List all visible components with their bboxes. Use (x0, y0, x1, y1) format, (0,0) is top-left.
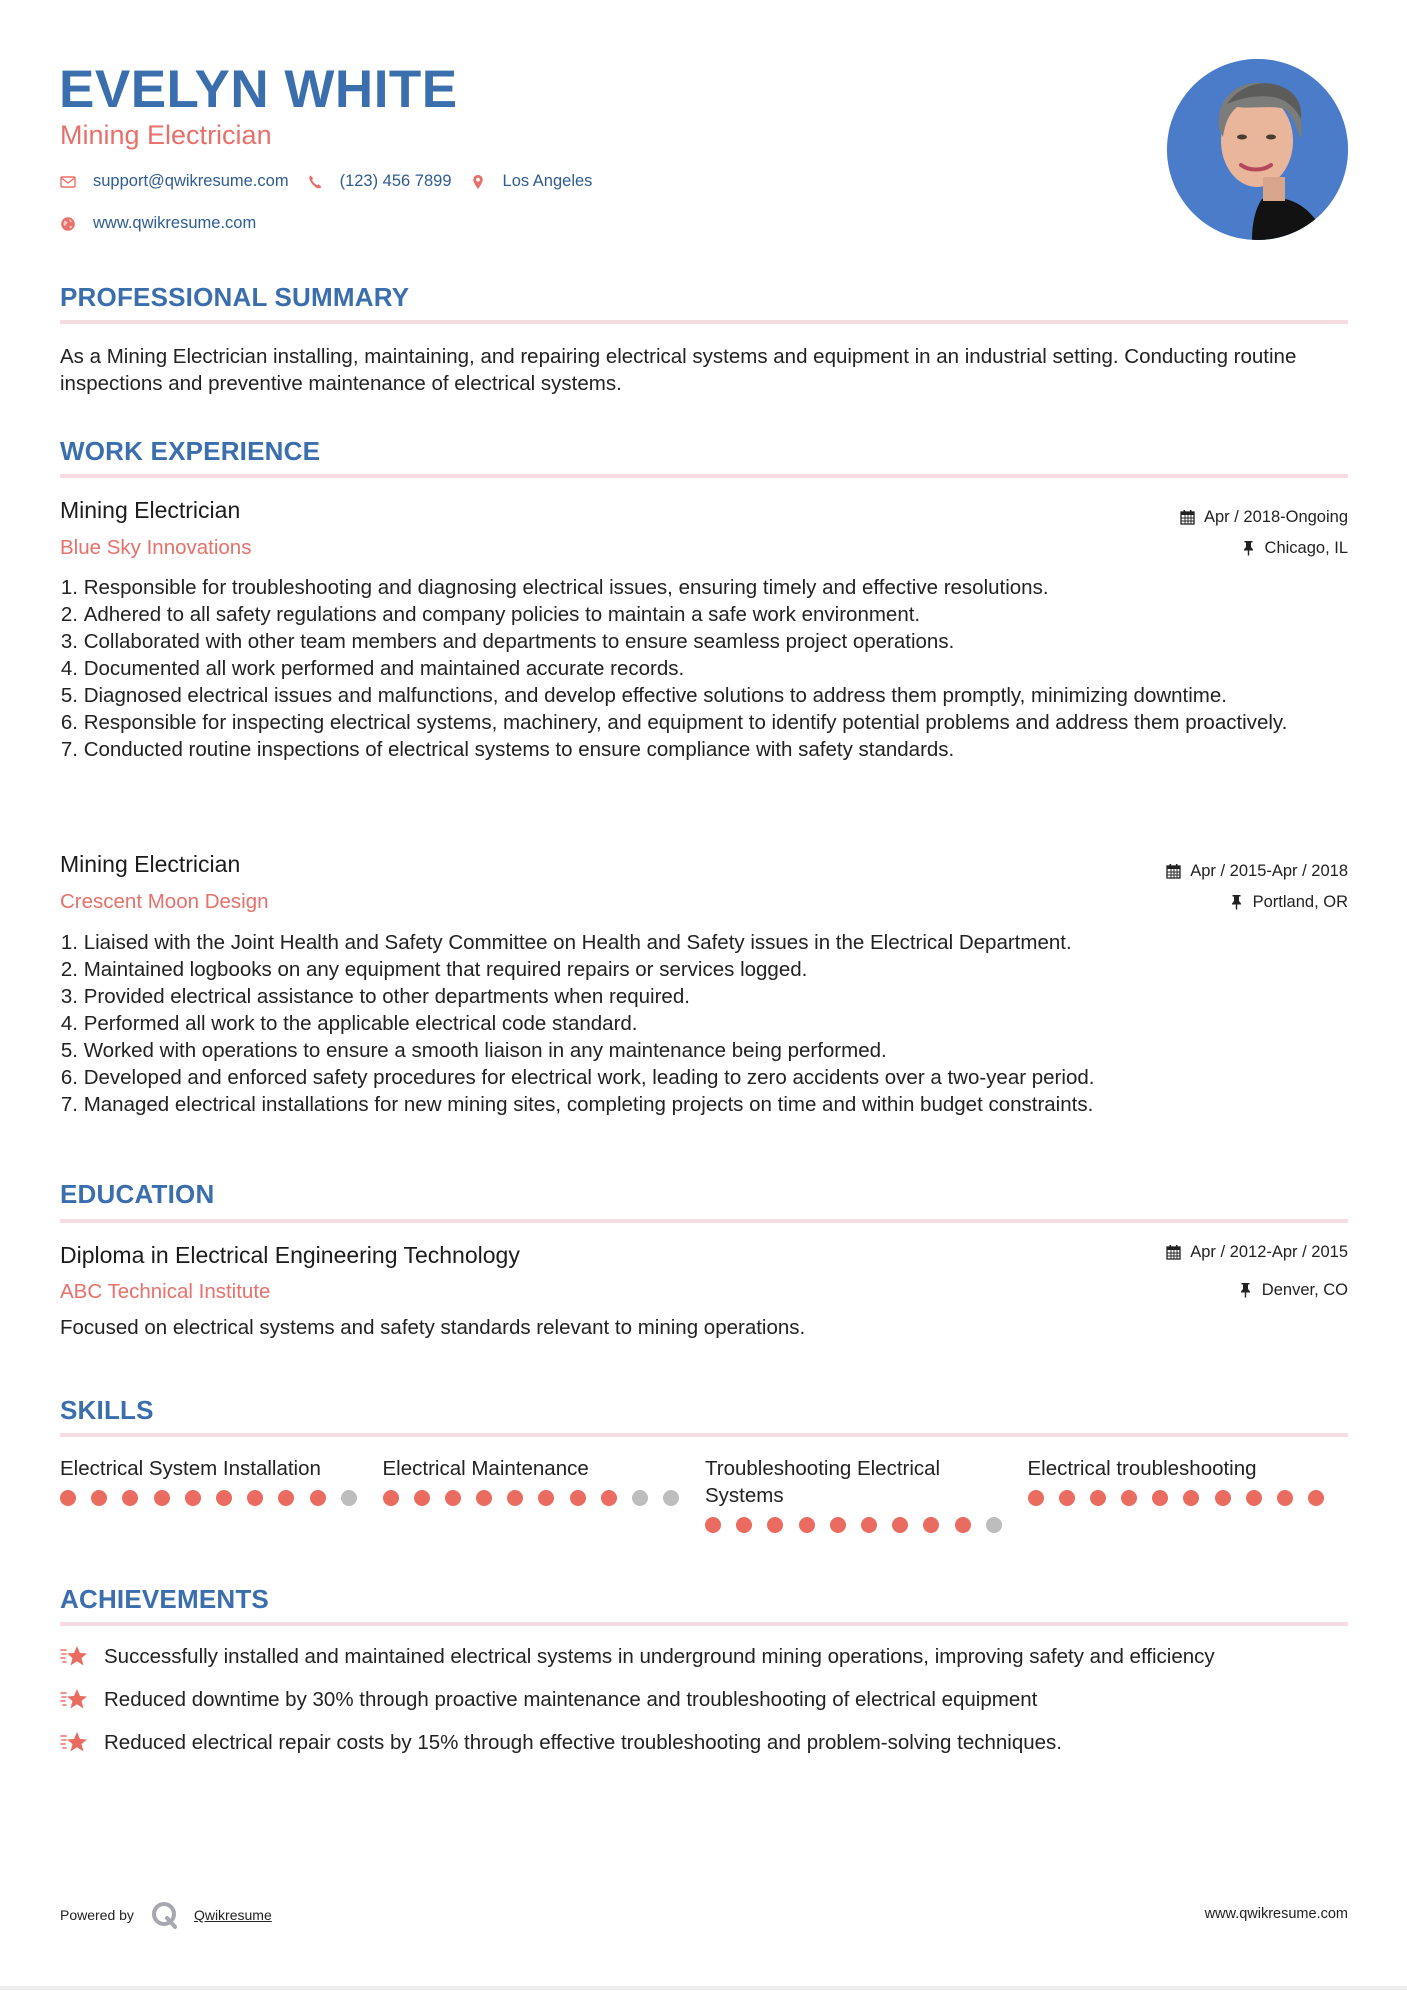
calendar-icon (1180, 509, 1195, 525)
rating-dot-filled (736, 1517, 752, 1533)
map-pin-icon (470, 174, 486, 190)
star-award-icon (60, 1729, 88, 1756)
duty-item: 1. Responsible for troubleshooting and diagnosing electrical issues, ensuring timely and effective resolutions. (60, 576, 1049, 599)
duty-item: 5. Diagnosed electrical issues and malfunctions, and develop effective solutions to address them promptly, minimizing downtime. (60, 684, 1227, 707)
rating-dot-filled (601, 1490, 617, 1506)
phone-text[interactable]: (123) 456 7899 (339, 172, 452, 190)
degree-title: Diploma in Electrical Engineering Technology (60, 1242, 520, 1268)
rating-dot-empty (632, 1490, 648, 1506)
duty-item: 2. Adhered to all safety regulations and company policies to maintain a safe work environment. (60, 603, 921, 626)
job-dates-text: Apr / 2018-Ongoing (1203, 508, 1348, 526)
contact-email[interactable] (60, 172, 289, 191)
rating-dot-filled (767, 1517, 783, 1533)
rating-dot-filled (538, 1490, 554, 1506)
contact-website[interactable] (60, 214, 256, 233)
email-text[interactable]: support@qwikresume.com (93, 172, 289, 190)
globe-icon (60, 216, 76, 232)
job-location (1229, 892, 1348, 912)
education-dates-text: Apr / 2012-Apr / 2015 (1190, 1243, 1348, 1261)
job-location-text: Chicago, IL (1264, 539, 1348, 557)
company-name: Crescent Moon Design (60, 890, 269, 913)
skill-name: Electrical troubleshooting (1027, 1457, 1257, 1480)
rating-dot-filled (861, 1517, 877, 1533)
calendar-icon (1166, 1244, 1181, 1260)
rating-dot-filled (1215, 1490, 1231, 1506)
skill-name: Electrical Maintenance (382, 1457, 589, 1480)
education-location (1238, 1280, 1348, 1300)
education-dates (1166, 1242, 1348, 1262)
duty-item: 6. Responsible for inspecting electrical systems, machinery, and equipment to identify potential problems and address them proactively. (60, 711, 1288, 734)
rating-dot-filled (476, 1490, 492, 1506)
duty-item: 3. Collaborated with other team members and departments to ensure seamless project operations. (60, 630, 955, 653)
rating-dot-filled (1152, 1490, 1168, 1506)
achievements-list (60, 1643, 1350, 1772)
rating-dot-filled (799, 1517, 815, 1533)
section-title-summary: PROFESSIONAL SUMMARY (60, 282, 410, 312)
star-award-icon (60, 1643, 88, 1670)
duty-item: 1. Liaised with the Joint Health and Safety Committee on Health and Safety issues in the Electrical Department. (60, 931, 1072, 954)
rating-dot-filled (383, 1490, 399, 1506)
qwikresume-link[interactable]: Qwikresume (193, 1907, 272, 1923)
rating-dot-filled (60, 1490, 76, 1506)
location-text: Los Angeles (502, 172, 593, 190)
rating-dot-filled (570, 1490, 586, 1506)
duty-item: 7. Conducted routine inspections of electrical systems to ensure compliance with safety standards. (60, 738, 955, 761)
contact-location (470, 172, 593, 191)
section-divider (60, 474, 1348, 478)
rating-dot-filled (1090, 1490, 1106, 1506)
pushpin-icon (1238, 1282, 1253, 1298)
candidate-role: Mining Electrician (60, 120, 272, 150)
website-text[interactable]: www.qwikresume.com (93, 214, 257, 232)
rating-dot-filled (310, 1490, 326, 1506)
section-title-achievements: ACHIEVEMENTS (60, 1584, 269, 1614)
achievement-text: Reduced downtime by 30% through proactive maintenance and troubleshooting of electrical equipment (104, 1688, 1038, 1711)
school-name: ABC Technical Institute (60, 1280, 271, 1303)
rating-dot-filled (507, 1490, 523, 1506)
skill-item (60, 1455, 383, 1533)
phone-icon (307, 174, 323, 190)
section-title-experience: WORK EXPERIENCE (60, 436, 321, 466)
contact-row (60, 214, 274, 233)
achievement-item (60, 1643, 1350, 1670)
rating-dot-empty (986, 1517, 1002, 1533)
skill-rating (705, 1517, 1028, 1533)
rating-dot-filled (414, 1490, 430, 1506)
candidate-name: EVELYN WHITE (59, 60, 458, 119)
calendar-icon (1166, 863, 1181, 879)
duty-item: 3. Provided electrical assistance to other departments when required. (60, 985, 690, 1008)
skill-item (383, 1455, 706, 1533)
rating-dot-filled (955, 1517, 971, 1533)
summary-text: As a Mining Electrician installing, maintaining, and repairing electrical systems and equipment in an industrial setting. Conducting routine inspections and preventive maintenance of electrical systems. (60, 345, 1297, 395)
duty-item: 6. Developed and enforced safety procedures for electrical work, leading to zero accidents over a two-year period. (60, 1066, 1095, 1089)
skill-rating (1028, 1490, 1351, 1506)
job-title: Mining Electrician (60, 851, 241, 877)
rating-dot-filled (830, 1517, 846, 1533)
skill-name: Electrical System Installation (60, 1457, 321, 1480)
company-name: Blue Sky Innovations (60, 536, 252, 559)
duty-item: 4. Documented all work performed and maintained accurate records. (60, 657, 685, 680)
pushpin-icon (1229, 894, 1244, 910)
education-description: Focused on electrical systems and safety standards relevant to mining operations. (60, 1316, 806, 1339)
education-location-text: Denver, CO (1261, 1281, 1348, 1299)
job-title: Mining Electrician (60, 497, 241, 523)
rating-dot-filled (1183, 1490, 1199, 1506)
job-duties-list (60, 929, 1350, 1118)
section-title-education: EDUCATION (60, 1179, 215, 1209)
rating-dot-filled (1059, 1490, 1075, 1506)
rating-dot-filled (923, 1517, 939, 1533)
rating-dot-filled (1308, 1490, 1324, 1506)
page-bottom-edge (0, 1986, 1407, 1990)
section-title-skills: SKILLS (60, 1395, 154, 1425)
rating-dot-filled (705, 1517, 721, 1533)
profile-photo (1167, 59, 1348, 240)
achievement-text: Reduced electrical repair costs by 15% through effective troubleshooting and problem-solving techniques. (104, 1731, 1062, 1754)
skill-item (705, 1455, 1028, 1533)
job-location-text: Portland, OR (1252, 893, 1348, 911)
contact-phone[interactable] (307, 172, 452, 191)
footer-powered-by (60, 1900, 272, 1930)
rating-dot-filled (892, 1517, 908, 1533)
powered-by-label: Powered by (60, 1907, 134, 1923)
rating-dot-filled (278, 1490, 294, 1506)
duty-item: 5. Worked with operations to ensure a smooth liaison in any maintenance being performed. (60, 1039, 887, 1062)
duty-item: 4. Performed all work to the applicable electrical code standard. (60, 1012, 638, 1035)
rating-dot-filled (445, 1490, 461, 1506)
contact-row (60, 172, 610, 191)
skill-rating (60, 1490, 383, 1506)
section-divider (60, 1622, 1348, 1626)
rating-dot-filled (216, 1490, 232, 1506)
section-divider (60, 1433, 1348, 1437)
duty-item: 2. Maintained logbooks on any equipment that required repairs or services logged. (60, 958, 808, 981)
achievement-text: Successfully installed and maintained electrical systems in underground mining operations, improving safety and efficiency (104, 1645, 1215, 1668)
rating-dot-filled (154, 1490, 170, 1506)
section-divider (60, 1219, 1348, 1223)
job-dates (1180, 507, 1348, 527)
envelope-icon (60, 174, 76, 190)
rating-dot-filled (247, 1490, 263, 1506)
rating-dot-filled (1277, 1490, 1293, 1506)
footer-url[interactable]: www.qwikresume.com (1204, 1906, 1348, 1922)
rating-dot-filled (1121, 1490, 1137, 1506)
pushpin-icon (1241, 540, 1256, 556)
skill-rating (383, 1490, 706, 1506)
job-dates-text: Apr / 2015-Apr / 2018 (1190, 862, 1348, 880)
rating-dot-filled (91, 1490, 107, 1506)
rating-dot-filled (1246, 1490, 1262, 1506)
skills-grid (60, 1455, 1350, 1533)
rating-dot-filled (185, 1490, 201, 1506)
rating-dot-empty (341, 1490, 357, 1506)
qwikresume-logo-icon (150, 1900, 180, 1930)
rating-dot-filled (122, 1490, 138, 1506)
rating-dot-empty (663, 1490, 679, 1506)
achievement-item (60, 1729, 1350, 1756)
achievement-item (60, 1686, 1350, 1713)
section-divider (60, 320, 1348, 324)
duty-item: 7. Managed electrical installations for new mining sites, completing projects on time and within budget constraints. (60, 1093, 1094, 1116)
skill-name: Troubleshooting Electrical Systems (705, 1457, 941, 1507)
star-award-icon (60, 1686, 88, 1713)
rating-dot-filled (1028, 1490, 1044, 1506)
job-dates (1166, 861, 1348, 881)
job-location (1241, 538, 1348, 558)
skill-item (1028, 1455, 1351, 1533)
job-duties-list (60, 574, 1350, 763)
